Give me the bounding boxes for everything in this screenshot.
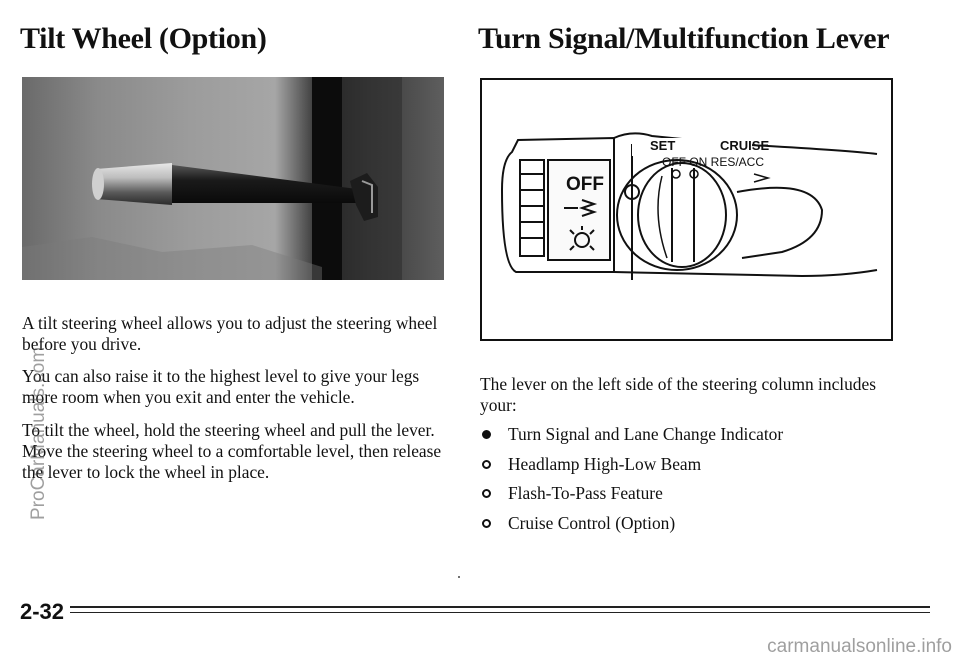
lever-intro-text: The lever on the left side of the steering column includes your:: [480, 374, 876, 415]
multifunction-lever-diagram: [480, 78, 893, 341]
stray-mark: [458, 576, 460, 578]
lever-feature-list: [482, 424, 783, 542]
tilt-wheel-lever-photo: [22, 77, 444, 280]
section-heading-tilt-wheel: Tilt Wheel (Option): [20, 22, 267, 55]
tilt-paragraph-3: To tilt the wheel, hold the steering wheel and pull the lever. Move the steering wheel to a comfortable level, then release the lever to lock the wheel in place.: [22, 420, 442, 482]
list-item-label: Cruise Control (Option): [508, 512, 676, 533]
list-item: [482, 513, 783, 543]
bullet-icon: [482, 489, 491, 498]
list-item-label: Headlamp High-Low Beam: [508, 453, 702, 474]
diagram-label-set: SET: [650, 138, 676, 153]
diagram-label-off: OFF: [566, 174, 604, 195]
bullet-icon: [482, 519, 491, 528]
list-item: [482, 483, 783, 513]
tilt-paragraph-2: You can also raise it to the highest level to give your legs more room when you exit and enter the vehicle.: [22, 366, 420, 407]
bullet-icon: [482, 430, 491, 439]
section-heading-turn-signal: Turn Signal/Multifunction Lever: [478, 22, 890, 55]
side-watermark: ProCarManuals.com: [28, 346, 49, 520]
footer-rule-thin: [70, 612, 930, 613]
diagram-label-off-on-resacc: OFF ON RES/ACC: [662, 155, 765, 169]
diagram-label-cruise: CRUISE: [720, 138, 770, 153]
list-item-label: Turn Signal and Lane Change Indicator: [508, 424, 784, 444]
list-item: [482, 424, 783, 454]
page-number: 2-32: [20, 599, 65, 624]
bullet-icon: [482, 460, 491, 469]
tilt-paragraph-1: A tilt steering wheel allows you to adjust the steering wheel before you drive.: [22, 313, 438, 354]
list-item-label: Flash-To-Pass Feature: [508, 483, 663, 503]
list-item: [482, 454, 783, 484]
footer-rule: [70, 606, 930, 608]
bottom-watermark: carmanualsonline.info: [767, 636, 952, 657]
